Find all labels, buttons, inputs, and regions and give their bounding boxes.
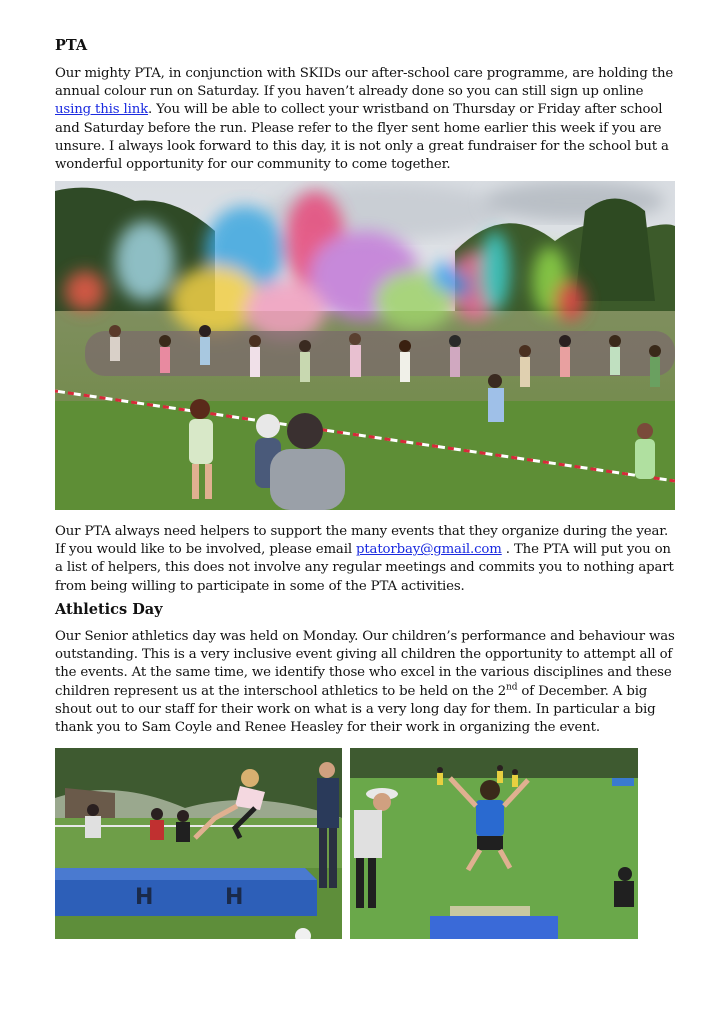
athletics-heading: Athletics Day (55, 601, 163, 618)
long-jump-illustration (350, 748, 638, 939)
helpers-text-b: . The PTA will put you on a list of helpers, this does not involve any regular meetings and commits you to nothing apart from being willing to participate in some of the PTA activities. (55, 542, 674, 594)
colour-run-photo (55, 181, 675, 510)
helpers-text-a: Our PTA always need helpers to support the many events that they organize during the year. If you would like to be involved, please email (55, 524, 669, 558)
signup-link[interactable]: using this link (55, 102, 149, 118)
high-jump-photo (55, 748, 342, 939)
newsletter-page (55, 36, 675, 910)
ordinal-suffix: nd (506, 682, 518, 693)
athletics-text-a: Our Senior athletics day was held on Monday. Our children’s performance and behaviour was outstanding. This is a very inclusive event giving all children the opportunity to attempt all of the events. At the same time, we identify those who excel in the various disciplines and these children represent us at the interschool athletics to be held on the 2 (55, 629, 675, 699)
pta-paragraph (55, 65, 675, 174)
athletics-paragraph (55, 628, 675, 737)
pta-heading: PTA (55, 37, 88, 54)
helpers-paragraph (55, 523, 675, 596)
long-jump-photo (350, 748, 638, 939)
pta-email-link[interactable]: ptatorbay@gmail.com (356, 542, 502, 558)
svg-text:H: H (135, 885, 154, 910)
svg-text:H: H (225, 885, 244, 910)
pta-text-b: . You will be able to collect your wristband on Thursday or Friday after school and Saturday before the run. Please refer to the flyer sent home earlier this week if you are unsure. I always look forward to this day, it is not only a great fundraiser for the school but a wonderful opportunity for our community to come together. (55, 102, 669, 173)
high-jump-illustration (55, 748, 342, 939)
athletics-text-b: of December. A big shout out to our staff for their work on what is a very long day for them. In particular a big thank you to Sam Coyle and Renee Heasley for their work in organizing the event. (55, 683, 656, 736)
colour-run-illustration (55, 181, 675, 510)
pta-text-a: Our mighty PTA, in conjunction with SKIDs our after-school care programme, are holding the annual colour run on Saturday. If you haven’t already done so you can still sign up online (55, 66, 674, 100)
